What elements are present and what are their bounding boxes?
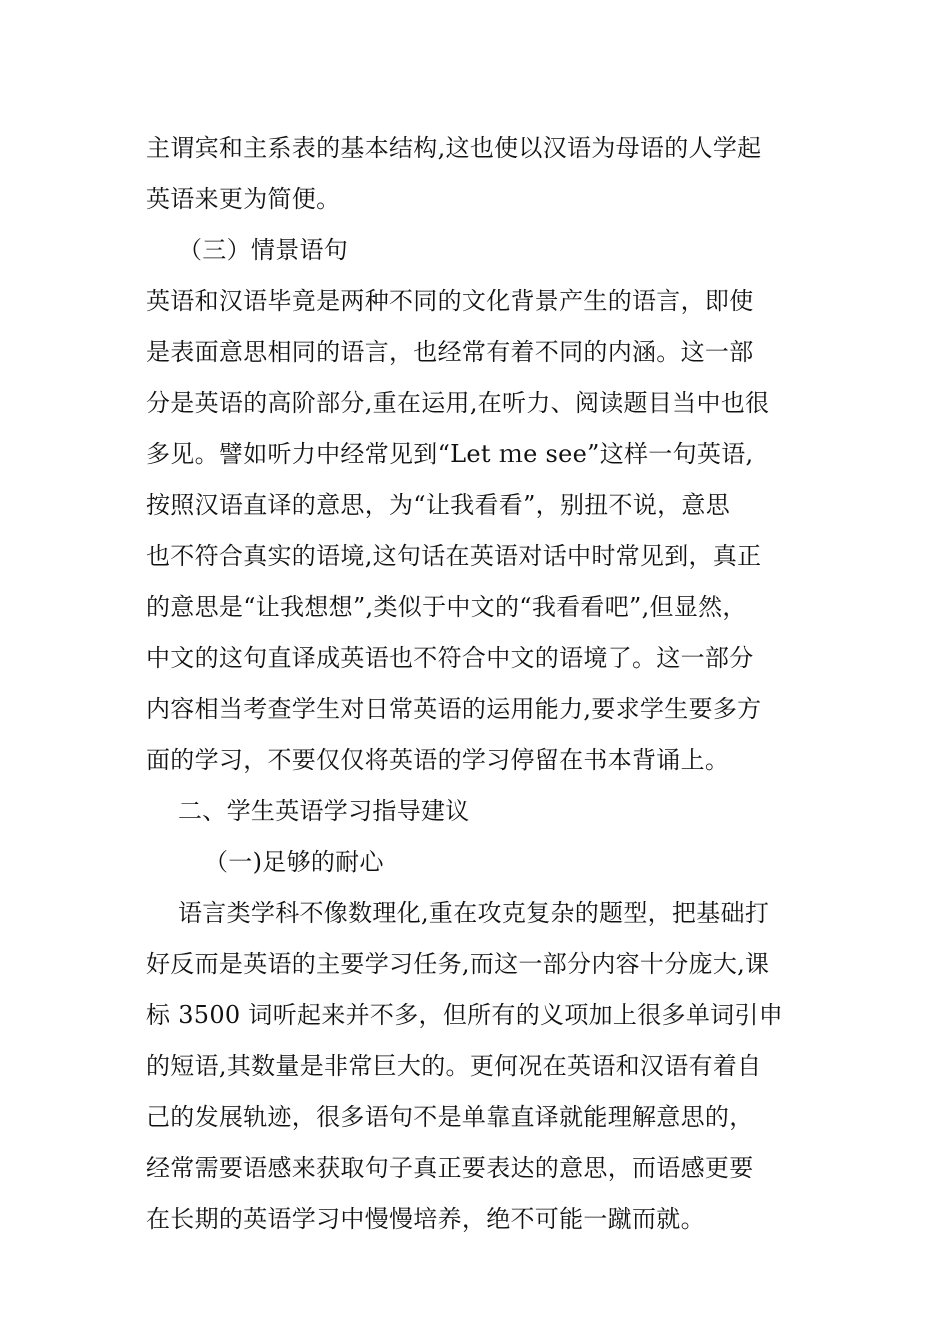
paragraph-line: 在长期的英语学习中慢慢培养，绝不可能一蹴而就。 [146, 1205, 705, 1233]
paragraph-line: 好反而是英语的主要学习任务,而这一部分内容十分庞大,课 [146, 950, 770, 978]
section-heading: 二、学生英语学习指导建议 [178, 797, 470, 825]
paragraph-line: 主谓宾和主系表的基本结构,这也使以汉语为母语的人学起 [146, 134, 762, 162]
paragraph-line: 英语来更为简便。 [146, 185, 341, 213]
paragraph-line: 多见。譬如听力中经常见到“Let ｍe see”这样一句英语, [146, 440, 754, 468]
paragraph-line: 英语和汉语毕竟是两种不同的文化背景产生的语言，即使 [146, 287, 754, 315]
paragraph-line: 的意思是“让我想想”,类似于中文的“我看看吧”,但显然， [146, 593, 747, 621]
paragraph-line: 标 3500 词听起来并不多，但所有的义项加上很多单词引申 [146, 1001, 784, 1029]
paragraph-line: 按照汉语直译的意思，为“让我看看”，别扭不说，意思 [146, 491, 731, 519]
paragraph-line: 内容相当考查学生对日常英语的运用能力,要求学生要多方 [146, 695, 762, 723]
paragraph-line: 也不符合真实的语境,这句话在英语对话中时常见到，真正 [146, 542, 762, 570]
paragraph-line: 的短语,其数量是非常巨大的。更何况在英语和汉语有着自 [146, 1052, 762, 1080]
section-heading: （三）情景语句 [178, 236, 349, 264]
paragraph-line: 面的学习，不要仅仅将英语的学习停留在书本背诵上。 [146, 746, 730, 774]
subsection-heading: （一)足够的耐心 [204, 848, 384, 876]
paragraph-line: 经常需要语感来获取句子真正要表达的意思，而语感更要 [146, 1154, 754, 1182]
paragraph-line: 己的发展轨迹，很多语句不是单靠直译就能理解意思的， [146, 1103, 754, 1131]
paragraph-line: 语言类学科不像数理化,重在攻克复杂的题型，把基础打 [178, 899, 770, 927]
paragraph-line: 中文的这句直译成英语也不符合中文的语境了。这一部分 [146, 644, 754, 672]
paragraph-line: 分是英语的高阶部分,重在运用,在听力、阅读题目当中也很 [146, 389, 770, 417]
paragraph-line: 是表面意思相同的语言，也经常有着不同的内涵。这一部 [146, 338, 754, 366]
